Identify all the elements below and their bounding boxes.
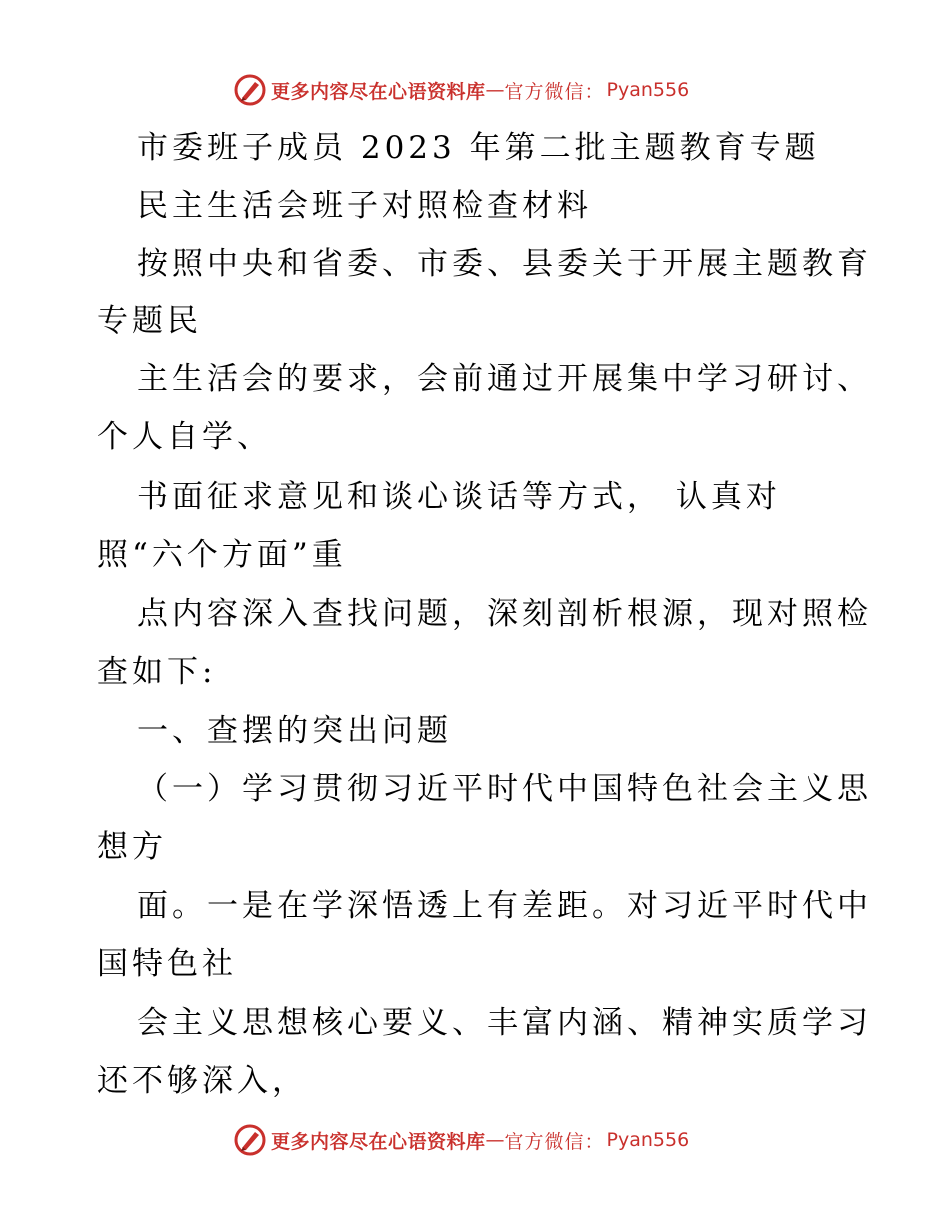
watermark-dash: — xyxy=(485,79,505,101)
doc-paragraph-line: 主生活会的要求，会前通过开展集中学习研讨、 xyxy=(137,361,872,397)
watermark-wechat-id: Pyan556 xyxy=(606,79,690,101)
doc-paragraph-line: 面。一是在学深悟透上有差距。对习近平时代中 xyxy=(137,888,872,924)
doc-paragraph-line: 还不够深入， xyxy=(97,1063,307,1099)
doc-title-line-1: 市委班子成员 2023 年第二批主题教育专题 xyxy=(137,130,820,166)
doc-paragraph-line: 专题民 xyxy=(97,303,202,339)
watermark-dash: — xyxy=(485,1129,505,1151)
watermark-sub-text: 官方微信： xyxy=(504,80,605,103)
doc-paragraph-line: 点内容深入查找问题，深刻剖析根源，现对照检 xyxy=(137,596,872,632)
watermark-footer xyxy=(233,1122,733,1158)
doc-paragraph-line: 书面征求意见和谈心谈话等方式， 认真对 xyxy=(137,479,781,515)
doc-paragraph-line: 按照中央和省委、市委、县委关于开展主题教育 xyxy=(137,246,872,282)
doc-subsection-heading: （一）学习贯彻习近平时代中国特色社会主义思 xyxy=(137,771,872,807)
doc-title-line-2: 民主生活会班子对照检查材料 xyxy=(137,188,592,224)
doc-paragraph-line: 国特色社 xyxy=(97,946,237,982)
pen-logo-icon xyxy=(233,73,267,107)
watermark-sub-text: 官方微信： xyxy=(504,1130,605,1153)
doc-paragraph-line: 想方 xyxy=(97,829,167,865)
doc-paragraph-line: 查如下: xyxy=(97,654,217,690)
pen-logo-icon xyxy=(233,1123,267,1157)
watermark-main-text: 更多内容尽在心语资料库 xyxy=(271,1130,486,1153)
watermark-main-text: 更多内容尽在心语资料库 xyxy=(271,80,486,103)
doc-section-heading: 一、查摆的突出问题 xyxy=(137,713,452,749)
watermark-wechat-id: Pyan556 xyxy=(606,1129,690,1151)
watermark-header xyxy=(233,72,733,108)
doc-paragraph-line: 会主义思想核心要义、丰富内涵、精神实质学习 xyxy=(137,1005,872,1041)
doc-paragraph-line: 个人自学、 xyxy=(97,419,272,455)
doc-paragraph-line: 照“六个方面”重 xyxy=(97,537,347,573)
